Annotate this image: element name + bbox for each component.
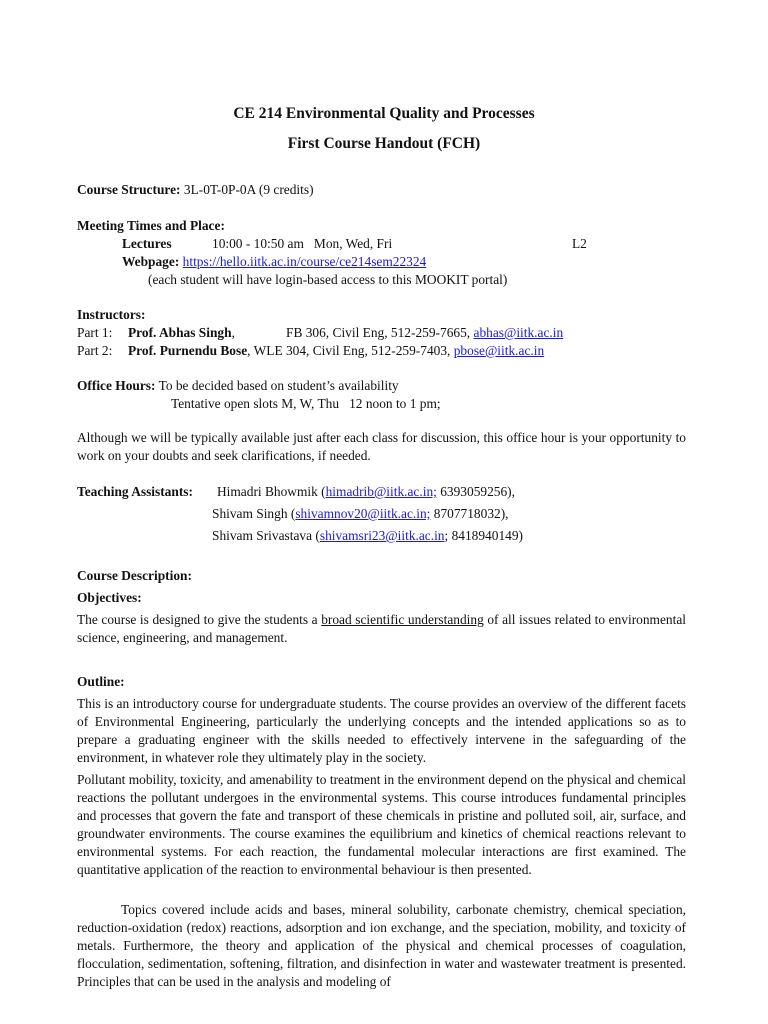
course-structure <box>77 181 314 199</box>
webpage-note: (each student will have login-based access to this MOOKIT portal) <box>148 272 508 287</box>
lectures-label: Lectures <box>122 236 172 251</box>
objectives-heading: Objectives: <box>77 590 142 605</box>
instructor-details: , WLE 304, Civil Eng, 512-259-7403, <box>247 343 451 358</box>
instructor-row <box>77 342 112 360</box>
instructor-details: FB 306, Civil Eng, 512-259-7665, <box>286 325 471 340</box>
ta-row <box>217 483 515 501</box>
lectures-room: L2 <box>572 236 587 251</box>
webpage-link[interactable]: https://hello.iitk.ac.in/course/ce214sem22324 <box>182 254 427 269</box>
meeting-heading: Meeting Times and Place: <box>77 218 225 233</box>
webpage-label: Webpage: <box>122 254 180 269</box>
instructor-name-1 <box>128 324 235 342</box>
availability-paragraph: Although we will be typically available just after each class for discussion, this office hour is your opportunity to work on your doubts and seek clarifications, if needed. <box>77 430 686 463</box>
instructor-name: Prof. Purnendu Bose <box>128 343 248 358</box>
course-structure-value: 3L-0T-0P-0A (9 credits) <box>183 182 314 197</box>
outline-paragraph-1: This is an introductory course for undergraduate students. The course provides an overview of the different facets of Environmental Engineering, particularly the underlying concepts and the intended applications so as to prepare a graduating engineer with the skills needed to effectively intervene in the safeguarding of the environment, in whatever role they ultimately play in the society. <box>77 696 686 765</box>
outline-paragraph-2: Pollutant mobility, toxicity, and amenability to treatment in the environment depend on the physical and chemical reactions the pollutant undergoes in the environmental systems. This course introduces fundamental principles and processes that govern the fate and transport of these chemicals in pristine and polluted soil, air, surface, and groundwater environments. The course examines the equilibrium and kinetics of chemical reactions relevant to environmental systems. For each reaction, the fundamental molecular interactions are first examined. The quantitative application of the reaction to environmental behaviour is then presented. <box>77 772 686 877</box>
ta-phone: 6393059256), <box>436 484 515 499</box>
instructor-details-1 <box>286 324 563 342</box>
instructor-part: Part 2: <box>77 343 113 358</box>
office-hours <box>77 377 399 395</box>
instructor-row <box>77 324 112 342</box>
ta-email-link[interactable]: shivamsri23@iitk.ac.in <box>319 528 445 543</box>
instructor-name-2 <box>128 342 544 360</box>
objectives-text-end: of all issues related to environmental science, engineering, and management. <box>77 612 686 645</box>
objectives-paragraph <box>77 611 686 647</box>
objectives-emphasis: broad scientific understanding <box>321 612 484 627</box>
course-description-heading: Course Description: <box>77 568 192 583</box>
objectives-text-start: The course is designed to give the students a <box>77 612 322 627</box>
instructor-name: Prof. Abhas Singh <box>128 325 232 340</box>
ta-name: Shivam Srivastava ( <box>212 528 320 543</box>
office-hours-line2: Tentative open slots M, W, Thu 12 noon to 1 pm; <box>171 396 441 411</box>
ta-label: Teaching Assistants: <box>77 484 193 499</box>
ta-phone: 8707718032), <box>430 506 509 521</box>
instructor-email-link[interactable]: pbose@iitk.ac.in <box>453 343 545 358</box>
page-title: CE 214 Environmental Quality and Processes <box>233 105 535 122</box>
ta-phone: ; 8418940149) <box>444 528 523 543</box>
webpage-line <box>122 253 426 271</box>
lectures-time: 10:00 - 10:50 am Mon, Wed, Fri <box>212 236 393 251</box>
ta-row <box>212 505 509 523</box>
ta-email-link[interactable]: shivamnov20@iitk.ac.in; <box>295 506 431 521</box>
ta-name: Shivam Singh ( <box>212 506 296 521</box>
page-subtitle: First Course Handout (FCH) <box>287 135 481 152</box>
ta-row <box>212 527 523 545</box>
instructor-part: Part 1: <box>77 325 113 340</box>
outline-heading: Outline: <box>77 674 125 689</box>
ta-name: Himadri Bhowmik ( <box>217 484 326 499</box>
instructor-email-link[interactable]: abhas@iitk.ac.in <box>473 325 564 340</box>
instructor-separator: , <box>231 325 235 340</box>
ta-email-link[interactable]: himadrib@iitk.ac.in; <box>325 484 437 499</box>
course-structure-label: Course Structure: <box>77 182 181 197</box>
office-hours-label: Office Hours: <box>77 378 156 393</box>
outline-paragraph-3: Topics covered include acids and bases, mineral solubility, carbonate chemistry, chemical speciation, reduction-oxidation (redox) reactions, adsorption and ion exchange, and the speciation, mobility, and toxicity of metals. Furthermore, the theory and application of the physical and chemical processes of coagulation, flocculation, sedimentation, softening, filtration, and disinfection in water and wastewater treatment is presented. Principles that can be used in the analysis and modeling of <box>77 902 686 989</box>
instructors-heading: Instructors: <box>77 307 146 322</box>
office-hours-line1: To be decided based on student’s availability <box>158 378 399 393</box>
